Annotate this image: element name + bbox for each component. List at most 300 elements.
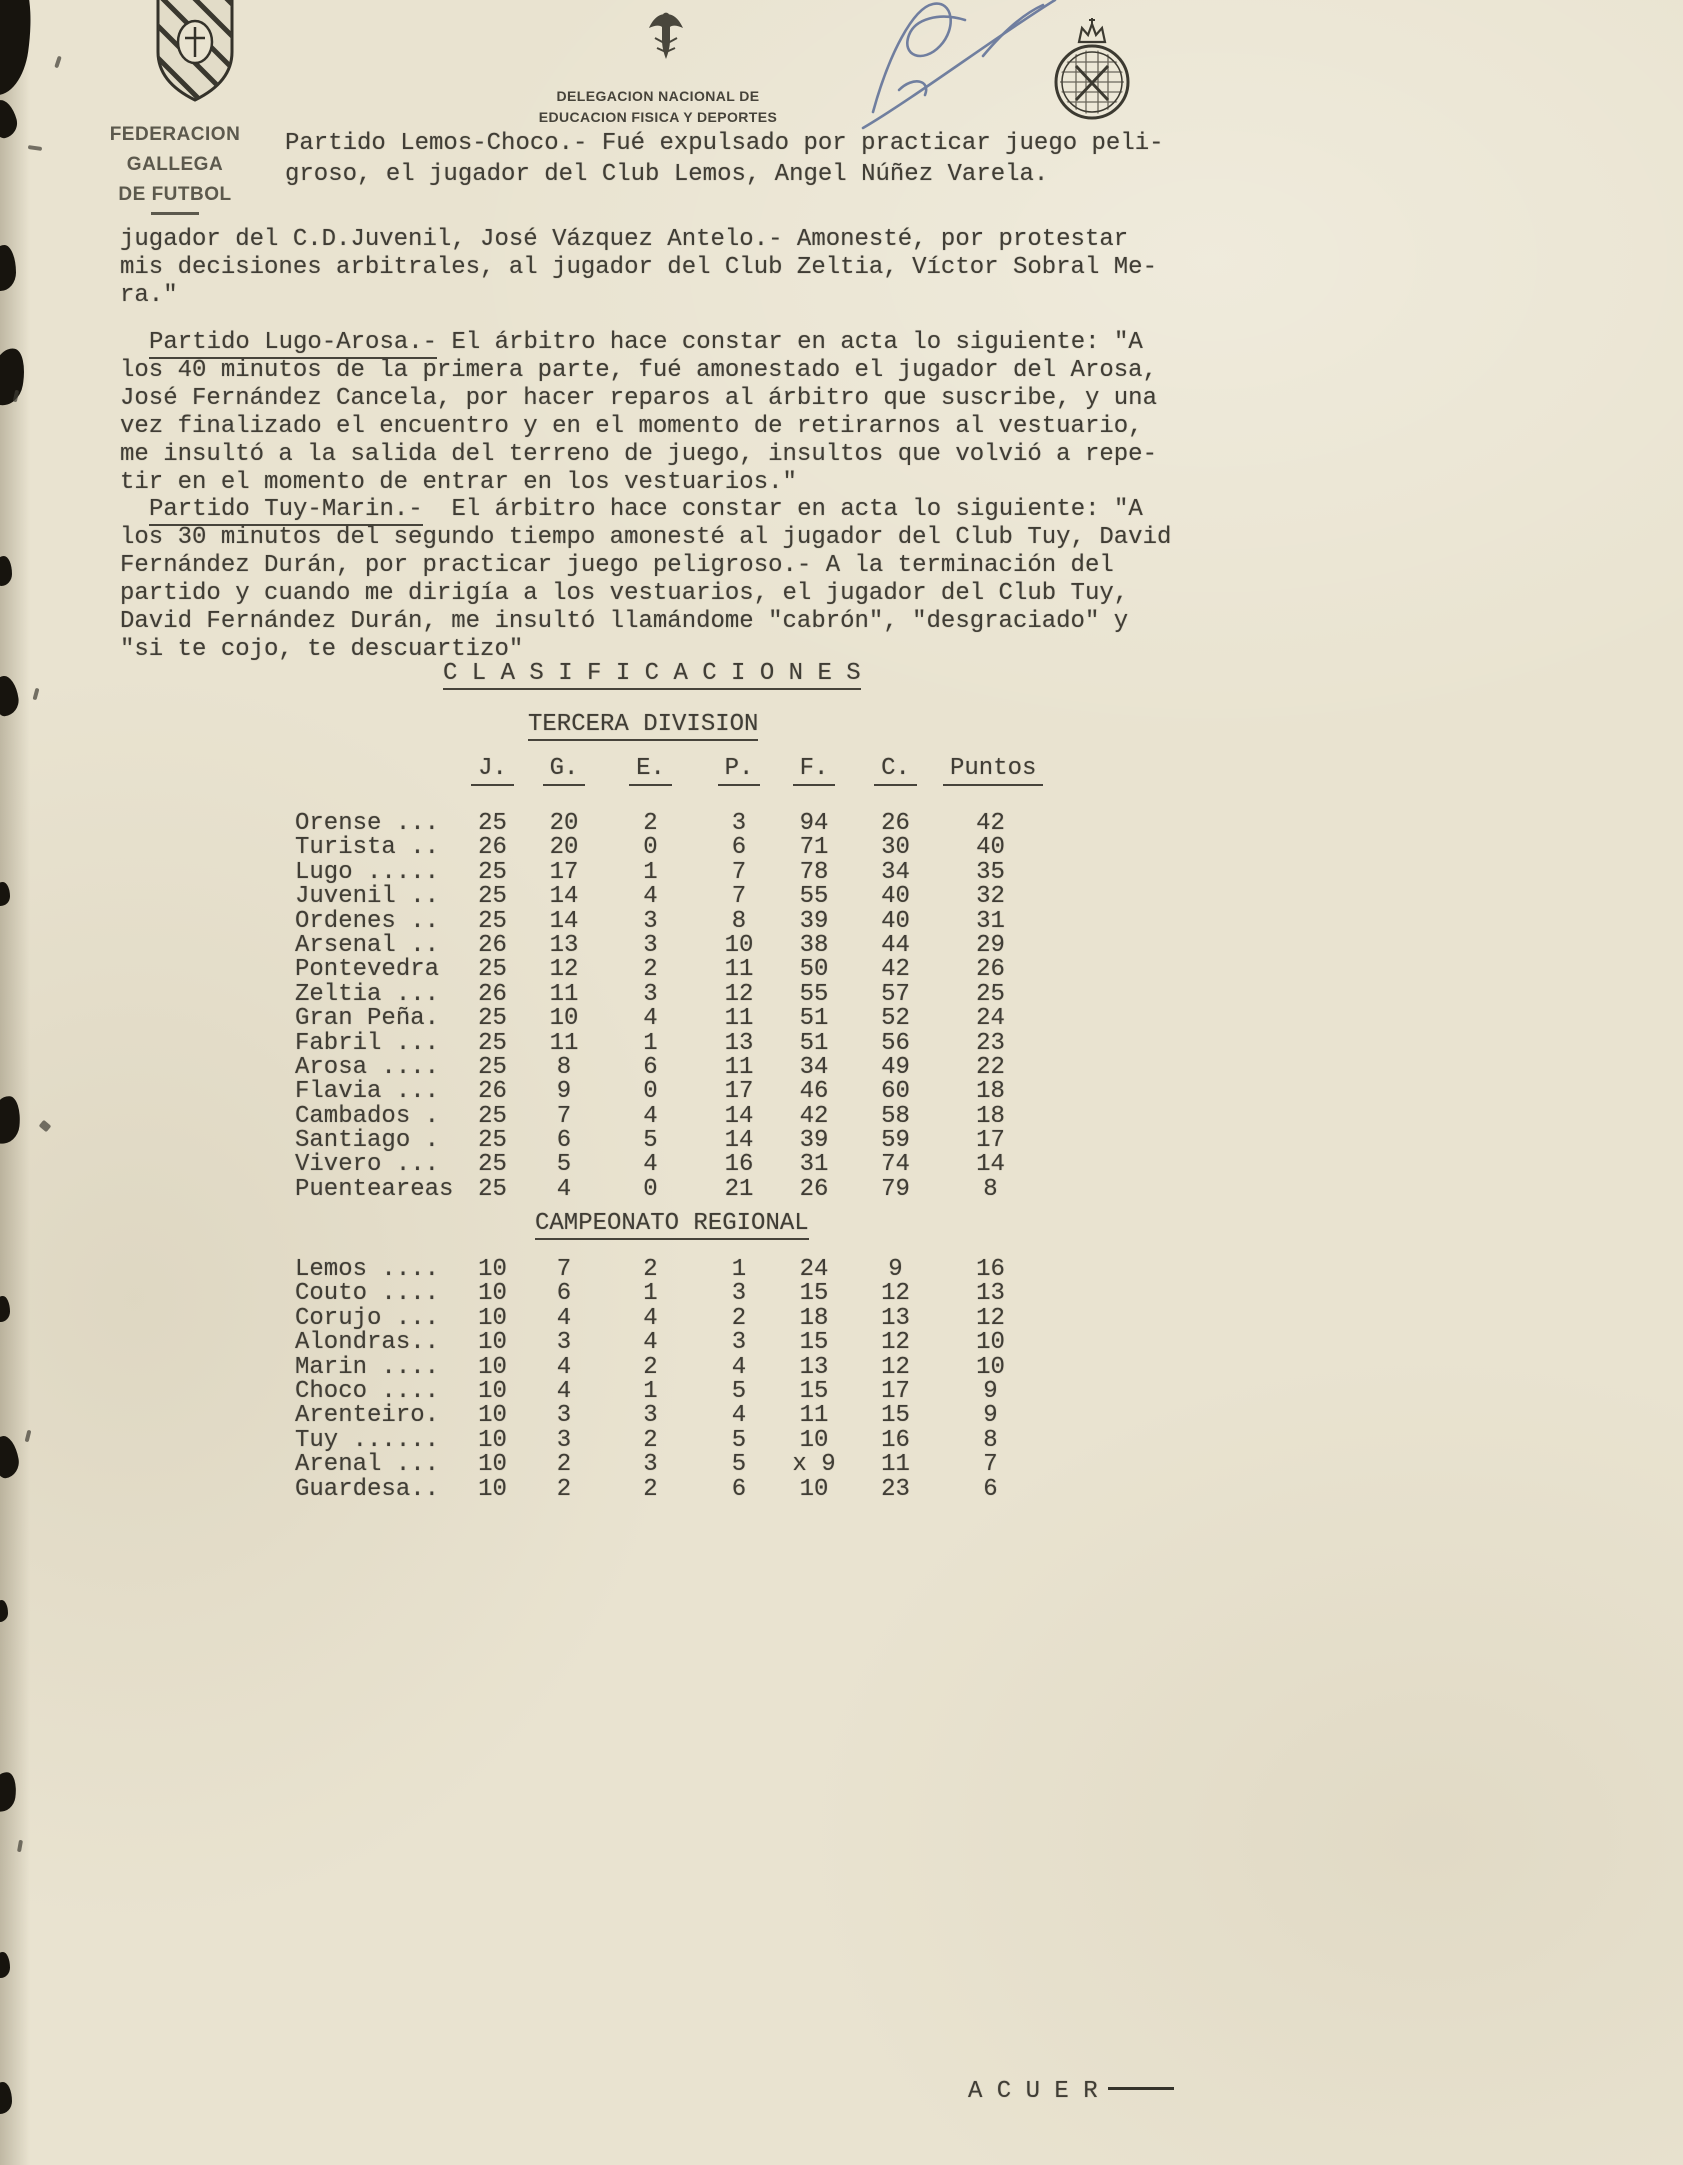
stat-value: 55 — [799, 883, 829, 911]
table-row — [295, 980, 1040, 1008]
stat-value: 25 — [478, 1127, 507, 1155]
stat-value: 1 — [731, 1256, 747, 1283]
tercera-division-heading-text: TERCERA DIVISION — [528, 711, 758, 741]
col-header-cell — [525, 755, 603, 783]
stat-value: 10 — [478, 1329, 507, 1357]
stat-value: 25 — [478, 858, 507, 886]
stat-value: 3 — [731, 1280, 747, 1308]
stat-value: 4 — [556, 1175, 572, 1203]
match-title-tuy-marin: Partido Tuy-Marin.- — [149, 496, 423, 526]
text-line: tir en el momento de entrar en los vestuarios." — [120, 469, 797, 496]
col-header-cell — [943, 755, 1038, 783]
col-header-p: P. — [718, 755, 761, 786]
stat-value: 6 — [983, 1475, 998, 1503]
stat-value: 7 — [731, 883, 747, 911]
paragraph-tuy-marin — [120, 496, 1171, 664]
text-line: Partido Lemos-Choco.- Fué expulsado por practicar juego peli- — [285, 130, 1164, 157]
stat-value: 12 — [881, 1353, 910, 1381]
federation-letterhead — [75, 120, 275, 215]
stat-value: 10 — [478, 1475, 507, 1503]
campeonato-regional-heading — [535, 1210, 809, 1238]
stat-value: 24 — [799, 1256, 829, 1283]
stat-value: 25 — [478, 956, 507, 984]
stat-value: 10 — [799, 1475, 829, 1503]
ink-mark — [39, 1120, 52, 1133]
team-name: Corujo ... — [295, 1304, 440, 1332]
stat-value: 46 — [799, 1078, 829, 1106]
table-row — [295, 858, 1040, 886]
paragraph-lugo-arosa — [120, 329, 1157, 497]
stat-value: 58 — [881, 1102, 910, 1130]
stat-value: 29 — [976, 931, 1005, 959]
table-row — [295, 1280, 1040, 1308]
stat-value: 10 — [549, 1005, 579, 1033]
stat-value: 10 — [478, 1304, 507, 1332]
col-header-e: E. — [629, 755, 672, 786]
table-row — [295, 1029, 1040, 1057]
text-line — [120, 329, 1157, 357]
campeonato-regional-heading-text: CAMPEONATO REGIONAL — [535, 1210, 809, 1240]
stat-value: 4 — [731, 1402, 747, 1430]
stat-value: 1 — [643, 1377, 658, 1405]
text-line: los 40 minutos de la primera parte, fué amonestado el jugador del Arosa, — [120, 357, 1157, 384]
col-header-cell — [460, 755, 525, 783]
delegation-letterhead — [538, 86, 778, 128]
stat-value: 14 — [724, 1102, 754, 1130]
stat-value: 2 — [643, 810, 658, 837]
text-line: Fernández Durán, por practicar juego peligroso.- A la terminación del — [120, 552, 1114, 579]
stat-value: 4 — [556, 1353, 572, 1381]
stat-value: 5 — [731, 1451, 747, 1479]
team-name: Arenal ... — [295, 1451, 440, 1479]
stat-value: 1 — [643, 858, 658, 886]
text-line-rest: El árbitro hace constar en acta lo siguiente: "A — [437, 329, 1143, 356]
stat-value: 52 — [881, 1005, 910, 1033]
stat-value: 20 — [549, 810, 579, 837]
stat-value: 0 — [643, 1175, 658, 1203]
paragraph-continuation — [120, 524, 1171, 664]
stat-value: 25 — [478, 1151, 507, 1179]
handwritten-signature — [855, 0, 1070, 149]
table-header-row — [295, 755, 1040, 783]
federation-name-line2: DE FUTBOL — [118, 184, 232, 205]
stat-value: 7 — [731, 858, 747, 886]
stat-value: 6 — [643, 1053, 658, 1081]
table-row — [295, 1053, 1040, 1081]
stat-value: 9 — [983, 1377, 998, 1405]
col-header-cell — [780, 755, 848, 783]
letterhead-rule — [151, 212, 199, 215]
stat-value: 55 — [799, 980, 829, 1008]
col-header-cell — [698, 755, 780, 783]
table-row — [295, 1304, 1040, 1332]
stat-value: 42 — [881, 956, 910, 984]
stat-value: 9 — [983, 1402, 998, 1430]
stat-value: 3 — [643, 1402, 658, 1430]
stat-value: 12 — [881, 1280, 910, 1308]
stat-value: 2 — [643, 956, 658, 984]
stat-value: 4 — [643, 1005, 658, 1033]
stat-value: 4 — [643, 1102, 658, 1130]
clasificaciones-title — [443, 660, 861, 688]
stat-value: 3 — [643, 931, 658, 959]
stat-value: 14 — [549, 907, 579, 935]
stat-value: 7 — [556, 1256, 572, 1283]
text-line: jugador del C.D.Juvenil, José Vázquez Antelo.- Amonesté, por protestar — [120, 226, 1129, 253]
table-row — [295, 1451, 1040, 1479]
col-header-cell — [848, 755, 943, 783]
text-line: José Fernández Cancela, por hacer reparos al árbitro que suscribe, y una — [120, 385, 1157, 412]
team-name: Puenteareas — [295, 1175, 454, 1203]
table-row — [295, 1078, 1040, 1106]
stat-value: 11 — [724, 1005, 754, 1033]
torn-edge-mark — [0, 1296, 10, 1322]
stat-value: 3 — [556, 1402, 572, 1430]
stat-value: 3 — [643, 907, 658, 935]
team-name: Juvenil .. — [295, 883, 440, 911]
stat-value: 4 — [556, 1304, 572, 1332]
stat-value: 4 — [731, 1353, 747, 1381]
stat-value: 26 — [478, 931, 507, 959]
stat-value: 26 — [976, 956, 1005, 984]
stat-value: 12 — [549, 956, 579, 984]
stat-value: 6 — [731, 834, 747, 862]
stat-value: 12 — [976, 1304, 1005, 1332]
stat-value: 49 — [881, 1053, 910, 1081]
team-name: Zeltia ... — [295, 980, 440, 1008]
tercera-division-table — [295, 810, 1040, 1203]
stat-value: 4 — [643, 883, 658, 911]
stat-value: 14 — [976, 1151, 1005, 1179]
col-header-j: J. — [471, 755, 514, 786]
paragraph-continuation — [120, 357, 1157, 497]
team-name: Cambados . — [295, 1102, 440, 1130]
table-row — [295, 1005, 1040, 1033]
ink-mark — [33, 688, 40, 701]
stat-value: 8 — [731, 907, 747, 935]
stat-value: 6 — [731, 1475, 747, 1503]
stat-value: 10 — [478, 1353, 507, 1381]
table-row — [295, 1377, 1040, 1405]
falange-eagle-icon — [645, 8, 687, 71]
stat-value: 14 — [724, 1127, 754, 1155]
stat-value: 17 — [549, 858, 579, 886]
stat-value: 10 — [478, 1256, 507, 1283]
stat-value: 13 — [881, 1304, 910, 1332]
stat-value: 25 — [478, 1005, 507, 1033]
text-line: "si te cojo, te descuartizo" — [120, 636, 524, 663]
stat-value: 3 — [731, 1329, 747, 1357]
tercera-division-heading — [528, 711, 758, 739]
stat-value: 3 — [643, 980, 658, 1008]
stat-value: 25 — [478, 1175, 507, 1203]
team-name: Couto .... — [295, 1280, 440, 1308]
stat-value: 15 — [799, 1280, 829, 1308]
stat-value: 38 — [799, 931, 829, 959]
col-header-puntos: Puntos — [943, 755, 1043, 786]
stat-value: 11 — [549, 980, 579, 1008]
stat-value: 34 — [881, 858, 910, 886]
stat-value: 2 — [556, 1475, 572, 1503]
ink-mark — [25, 1430, 32, 1443]
text-line: los 30 minutos del segundo tiempo amonesté al jugador del Club Tuy, David — [120, 524, 1172, 551]
stat-value: 25 — [478, 883, 507, 911]
torn-edge-mark — [0, 1600, 8, 1622]
stat-value: 4 — [556, 1377, 572, 1405]
stat-value: 8 — [556, 1053, 572, 1081]
stat-value: 32 — [976, 883, 1005, 911]
stat-value: 4 — [643, 1151, 658, 1179]
stat-value: 35 — [976, 858, 1005, 886]
text-line: me insultó a la salida del terreno de juego, insultos que volvió a repe- — [120, 441, 1157, 468]
stat-value: 3 — [731, 810, 747, 837]
ink-mark — [17, 1840, 23, 1853]
stat-value: 1 — [643, 1029, 658, 1057]
team-name: Tuy ...... — [295, 1426, 440, 1454]
text-line: partido y cuando me dirigía a los vestuarios, el jugador del Club Tuy, — [120, 580, 1129, 607]
table-row — [295, 1256, 1040, 1283]
stat-value: 26 — [478, 834, 507, 862]
stat-value: 10 — [976, 1353, 1005, 1381]
stat-value: 20 — [549, 834, 579, 862]
table-row — [295, 883, 1040, 911]
stat-value: 18 — [976, 1102, 1005, 1130]
stat-value: 40 — [881, 883, 910, 911]
torn-edge-mark — [0, 1095, 22, 1146]
torn-edge-mark — [0, 97, 20, 140]
federation-name-line1: FEDERACION GALLEGA — [109, 124, 241, 175]
torn-edge-mark — [0, 1434, 21, 1480]
team-name: Orense ... — [295, 810, 440, 837]
stat-value: 0 — [643, 1078, 658, 1106]
stat-value: 8 — [983, 1175, 998, 1203]
table-row — [295, 1426, 1040, 1454]
stat-value: 10 — [724, 931, 754, 959]
stat-value: 57 — [881, 980, 910, 1008]
torn-edge-mark — [0, 1952, 10, 1978]
stat-value: 15 — [881, 1402, 910, 1430]
stat-value: 59 — [881, 1127, 910, 1155]
stat-value: 10 — [478, 1451, 507, 1479]
table-row — [295, 1151, 1040, 1179]
stat-value: 2 — [643, 1475, 658, 1503]
stat-value: 17 — [881, 1377, 910, 1405]
text-line: ra." — [120, 282, 178, 309]
stat-value: 78 — [799, 858, 829, 886]
stat-value: 3 — [556, 1426, 572, 1454]
col-header-c: C. — [874, 755, 917, 786]
stat-value: 12 — [881, 1329, 910, 1357]
torn-edge-mark — [0, 2082, 12, 2114]
stat-value: 17 — [976, 1127, 1005, 1155]
stat-value: 10 — [799, 1426, 829, 1454]
stat-value: 26 — [881, 810, 910, 837]
stat-value: 94 — [799, 810, 829, 837]
team-name: Arenteiro. — [295, 1402, 440, 1430]
stat-value: 13 — [724, 1029, 754, 1057]
stat-value: 5 — [731, 1377, 747, 1405]
stat-value: 60 — [881, 1078, 910, 1106]
text-line: groso, el jugador del Club Lemos, Angel Núñez Varela. — [285, 161, 1049, 188]
team-name: Lemos .... — [295, 1256, 440, 1283]
stat-value: 21 — [724, 1175, 754, 1203]
campeonato-regional-table — [295, 1256, 1040, 1503]
text-line: vez finalizado el encuentro y en el momento de retirarnos al vestuario, — [120, 413, 1143, 440]
stat-value: 24 — [976, 1005, 1005, 1033]
stat-value: 39 — [799, 1127, 829, 1155]
team-name: Marin .... — [295, 1353, 440, 1381]
stat-value: 25 — [478, 1102, 507, 1130]
stat-value: 26 — [799, 1175, 829, 1203]
stat-value: 25 — [478, 810, 507, 837]
stat-value: 22 — [976, 1053, 1005, 1081]
stat-value: 7 — [556, 1102, 572, 1130]
table-row — [295, 1102, 1040, 1130]
stat-value: 5 — [731, 1426, 747, 1454]
table-row — [295, 1475, 1040, 1503]
stat-value: 16 — [724, 1151, 754, 1179]
stat-value: 14 — [549, 883, 579, 911]
table-row — [295, 1353, 1040, 1381]
stat-value: 16 — [976, 1256, 1005, 1283]
torn-edge-mark — [0, 882, 10, 906]
stat-value: 10 — [478, 1426, 507, 1454]
stat-value: 42 — [799, 1102, 829, 1130]
stat-value: 11 — [881, 1451, 910, 1479]
torn-edge-mark — [0, 674, 21, 717]
stat-value: 30 — [881, 834, 910, 862]
stat-value: 0 — [643, 834, 658, 862]
stat-value: 11 — [724, 956, 754, 984]
team-name: Santiago . — [295, 1127, 440, 1155]
match-title-lugo-arosa: Partido Lugo-Arosa.- — [149, 329, 437, 359]
stat-value: 31 — [799, 1151, 829, 1179]
stat-value: 50 — [799, 956, 829, 984]
team-name: Arsenal .. — [295, 931, 440, 959]
stat-value: 3 — [556, 1329, 572, 1357]
stat-value: 11 — [799, 1402, 829, 1430]
stat-value: 23 — [976, 1029, 1005, 1057]
team-name: Alondras.. — [295, 1329, 440, 1357]
stat-value: 25 — [478, 907, 507, 935]
stat-value: 25 — [478, 1053, 507, 1081]
table-row — [295, 810, 1040, 837]
delegation-line1: DELEGACION NACIONAL DE — [556, 88, 760, 104]
stat-value: 10 — [478, 1402, 507, 1430]
stat-value: 79 — [881, 1175, 910, 1203]
handwritten-dash-line — [1108, 2087, 1174, 2090]
stat-value: 56 — [881, 1029, 910, 1057]
stat-value: 10 — [478, 1377, 507, 1405]
stat-value: 9 — [888, 1256, 903, 1283]
stat-value: 16 — [881, 1426, 910, 1454]
paragraph-juvenil-zeltia — [120, 226, 1157, 310]
stat-value: 25 — [478, 1029, 507, 1057]
team-name: Gran Peña. — [295, 1005, 440, 1033]
stat-value: 26 — [478, 980, 507, 1008]
col-header-cell — [603, 755, 698, 783]
stat-value: 2 — [643, 1256, 658, 1283]
ink-mark — [28, 145, 42, 151]
stat-value: 42 — [976, 810, 1005, 837]
torn-edge-mark — [0, 245, 16, 291]
stat-value: 2 — [556, 1451, 572, 1479]
stat-value: 1 — [643, 1280, 658, 1308]
torn-edge-mark — [0, 0, 38, 98]
stat-value: 6 — [556, 1127, 572, 1155]
stat-value: 2 — [731, 1304, 747, 1332]
stat-value: 9 — [556, 1078, 572, 1106]
col-header-g: G. — [543, 755, 586, 786]
header-team-column — [295, 755, 460, 783]
team-name: Choco .... — [295, 1377, 440, 1405]
text-line: David Fernández Durán, me insultó llamándome "cabrón", "desgraciado" y — [120, 608, 1129, 635]
paragraph-lemos-choco — [285, 128, 1164, 190]
stat-value: 17 — [724, 1078, 754, 1106]
table-row — [295, 834, 1040, 862]
stat-value: 13 — [549, 931, 579, 959]
stat-value: 3 — [643, 1451, 658, 1479]
stat-value: 5 — [643, 1127, 658, 1155]
stat-value: 40 — [881, 907, 910, 935]
stat-value: 11 — [724, 1053, 754, 1081]
team-name: Lugo ..... — [295, 858, 440, 886]
team-name: Pontevedra — [295, 956, 440, 984]
team-name: Arosa .... — [295, 1053, 440, 1081]
text-line: mis decisiones arbitrales, al jugador del Club Zeltia, Víctor Sobral Me- — [120, 254, 1157, 281]
stat-value: 6 — [556, 1280, 572, 1308]
stat-value: 44 — [881, 931, 910, 959]
stat-value: 74 — [881, 1151, 910, 1179]
stat-value: 18 — [799, 1304, 829, 1332]
stat-value: 51 — [799, 1005, 829, 1033]
stat-value: 4 — [643, 1304, 658, 1332]
stat-value: 2 — [643, 1353, 658, 1381]
stat-value: 40 — [976, 834, 1005, 862]
footer-acuer — [968, 2078, 1174, 2106]
col-header-f: F. — [793, 755, 836, 786]
stat-value: 18 — [976, 1078, 1005, 1106]
team-name: Ordenes .. — [295, 907, 440, 935]
table-row — [295, 956, 1040, 984]
stat-value: x 9 — [792, 1451, 836, 1479]
delegation-line2: EDUCACION FISICA Y DEPORTES — [538, 109, 778, 125]
stat-value: 25 — [976, 980, 1005, 1008]
stat-value: 23 — [881, 1475, 910, 1503]
clasificaciones-title-text: C L A S I F I C A C I O N E S — [443, 660, 861, 690]
stat-value: 26 — [478, 1078, 507, 1106]
text-line-rest: El árbitro hace constar en acta lo siguiente: "A — [422, 496, 1143, 523]
table-row — [295, 907, 1040, 935]
stat-value: 13 — [799, 1353, 829, 1381]
stat-value: 2 — [643, 1426, 658, 1454]
team-name: Fabril ... — [295, 1029, 440, 1057]
ink-mark — [54, 56, 62, 69]
stat-value: 10 — [478, 1280, 507, 1308]
stat-value: 51 — [799, 1029, 829, 1057]
stat-value: 39 — [799, 907, 829, 935]
stat-value: 8 — [983, 1426, 998, 1454]
team-name: Vivero ... — [295, 1151, 440, 1179]
team-name: Turista .. — [295, 834, 440, 862]
team-name: Flavia ... — [295, 1078, 440, 1106]
federation-shield-icon — [150, 0, 240, 109]
stat-value: 7 — [983, 1451, 998, 1479]
footer-text: A C U E R — [968, 2078, 1098, 2105]
table-row — [295, 931, 1040, 959]
table-row — [295, 1402, 1040, 1430]
table-row — [295, 1127, 1040, 1155]
